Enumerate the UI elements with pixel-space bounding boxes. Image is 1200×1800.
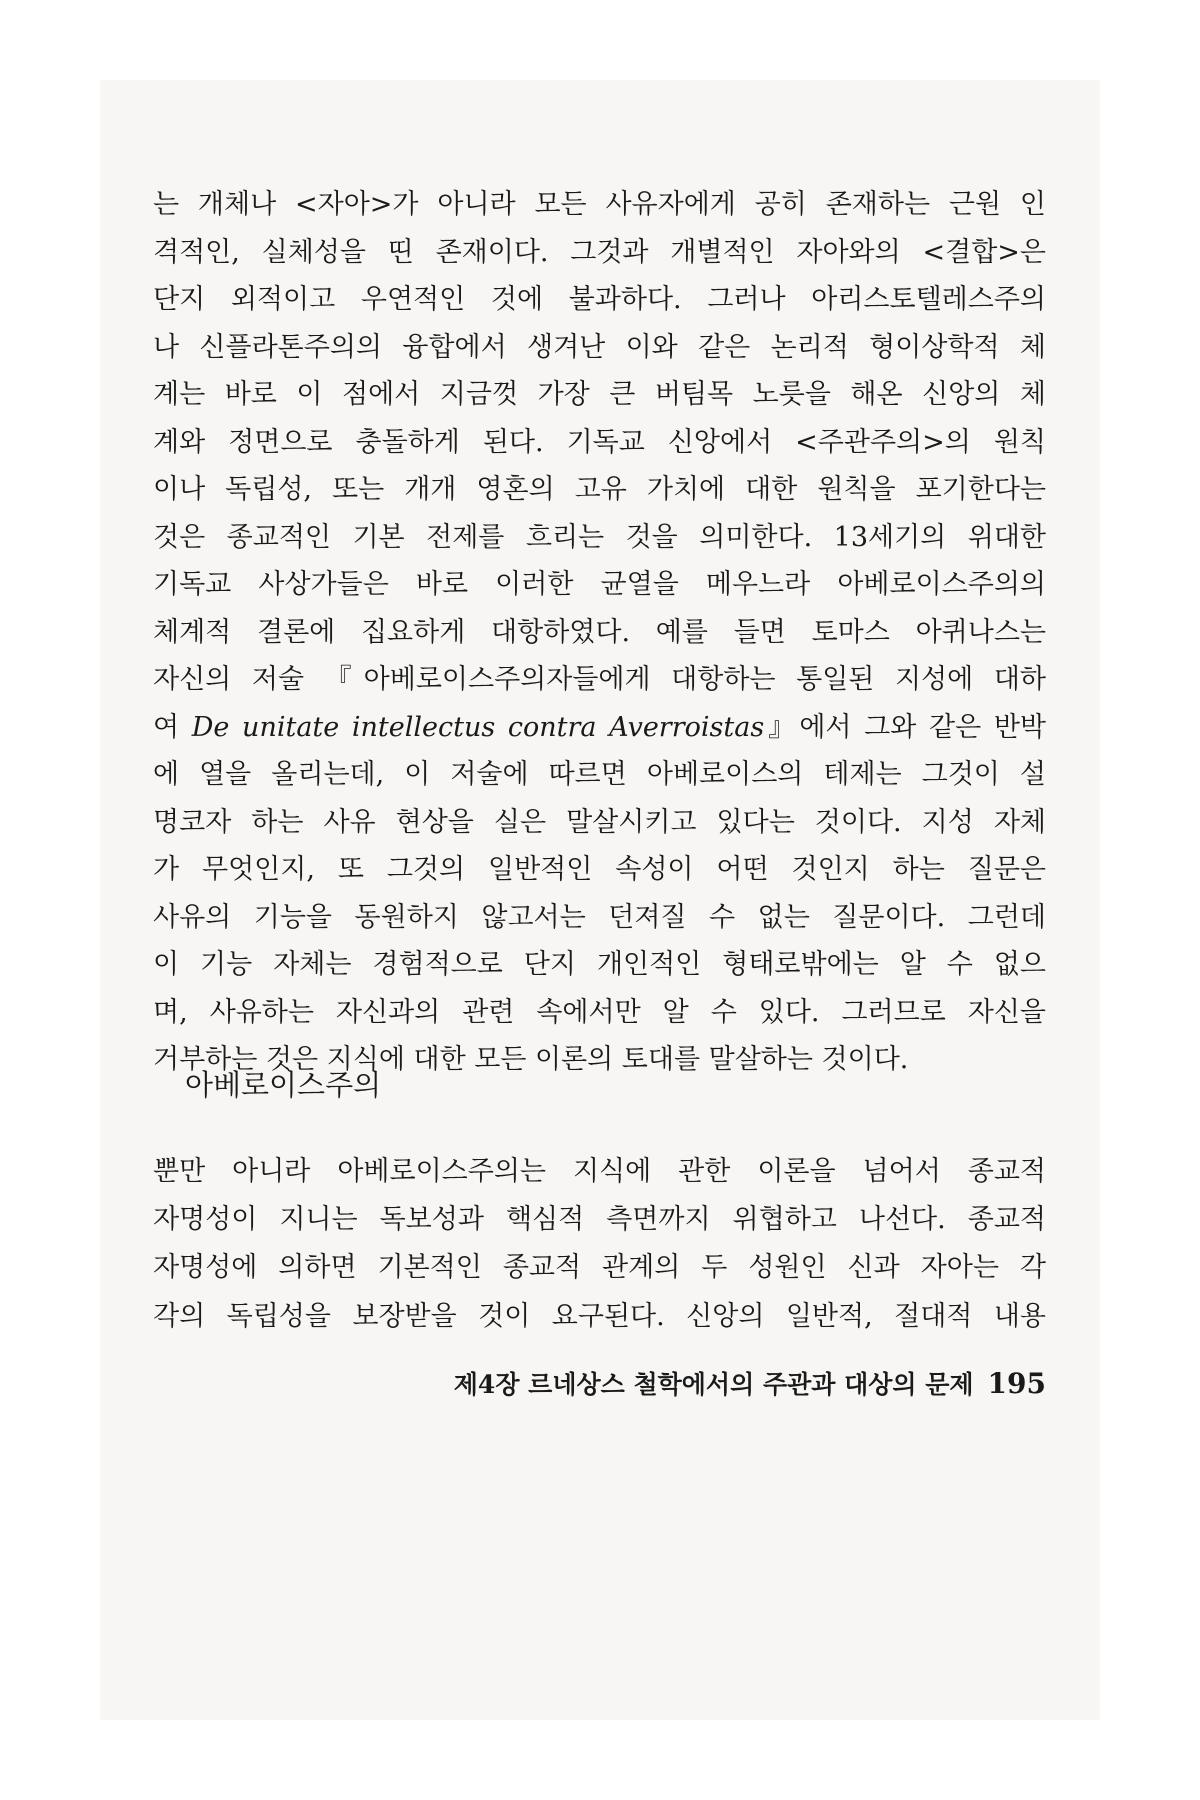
body-line-17: 이 기능 자체는 경험적으로 단지 개인적인 형태로밖에는 알 수 없으 bbox=[153, 949, 1046, 980]
line12-suffix: 』에서 그와 같은 반박 bbox=[764, 712, 1046, 743]
body-line-19: 거부하는 것은 지식에 대한 모든 이론의 토대를 말살하는 것이다. bbox=[153, 1044, 909, 1075]
body-line-16: 사유의 기능을 동원하지 않고서는 던져질 수 없는 질문이다. 그런데 bbox=[153, 902, 1046, 933]
running-title: 제4장 르네상스 철학에서의 주관과 대상의 문제 bbox=[453, 1370, 974, 1399]
body-line-18: 며, 사유하는 자신과의 관련 속에서만 알 수 있다. 그러므로 자신을 bbox=[153, 997, 1046, 1028]
body-line-12 bbox=[153, 708, 1046, 748]
section-heading: 아베로이스주의 bbox=[185, 1068, 382, 1102]
latin-title: De unitate intellectus contra Averroistas bbox=[191, 712, 765, 743]
body-line-15: 가 무엇인지, 또 그것의 일반적인 속성이 어떤 것인지 하는 질문은 bbox=[153, 854, 1046, 885]
body-line-11: 자신의 저술 『아베로이스주의자들에게 대항하는 통일된 지성에 대하 bbox=[153, 664, 1046, 695]
body-line-10: 체계적 결론에 집요하게 대항하였다. 예를 들면 토마스 아퀴나스는 bbox=[153, 617, 1046, 648]
body-line-13: 에 열을 올리는데, 이 저술에 따르면 아베로이스의 테제는 그것이 설 bbox=[153, 759, 1046, 790]
body-line-9: 기독교 사상가들은 바로 이러한 균열을 메우느라 아베로이스주의의 bbox=[153, 569, 1046, 600]
section-line-2: 자명성이 지니는 독보성과 핵심적 측면까지 위협하고 나선다. 종교적 bbox=[153, 1204, 1046, 1235]
body-line-1: 는 개체나 <자아>가 아니라 모든 사유자에게 공히 존재하는 근원 인 bbox=[153, 189, 1046, 220]
running-footer bbox=[420, 1362, 1046, 1406]
section-line-3: 자명성에 의하면 기본적인 종교적 관계의 두 성원인 신과 자아는 각 bbox=[153, 1252, 1046, 1283]
body-line-2: 격적인, 실체성을 띤 존재이다. 그것과 개별적인 자아와의 <결합>은 bbox=[153, 237, 1046, 268]
section-line-4: 각의 독립성을 보장받을 것이 요구된다. 신앙의 일반적, 절대적 내용 bbox=[153, 1301, 1046, 1332]
body-line-4: 나 신플라톤주의의 융합에서 생겨난 이와 같은 논리적 형이상학적 체 bbox=[153, 332, 1046, 363]
body-line-7: 이나 독립성, 또는 개개 영혼의 고유 가치에 대한 원칙을 포기한다는 bbox=[153, 474, 1046, 505]
line12-prefix: 여 bbox=[153, 712, 180, 743]
body-line-6: 계와 정면으로 충돌하게 된다. 기독교 신앙에서 <주관주의>의 원칙 bbox=[153, 427, 1046, 458]
body-line-14: 명코자 하는 사유 현상을 실은 말살시키고 있다는 것이다. 지성 자체 bbox=[153, 807, 1046, 838]
section-line-1: 뿐만 아니라 아베로이스주의는 지식에 관한 이론을 넘어서 종교적 bbox=[153, 1156, 1046, 1187]
body-line-3: 단지 외적이고 우연적인 것에 불과하다. 그러나 아리스토텔레스주의 bbox=[153, 284, 1046, 315]
page-number: 195 bbox=[987, 1367, 1046, 1400]
body-line-8: 것은 종교적인 기본 전제를 흐리는 것을 의미한다. 13세기의 위대한 bbox=[153, 522, 1046, 553]
body-line-5: 계는 바로 이 점에서 지금껏 가장 큰 버팀목 노릇을 해온 신앙의 체 bbox=[153, 379, 1046, 410]
